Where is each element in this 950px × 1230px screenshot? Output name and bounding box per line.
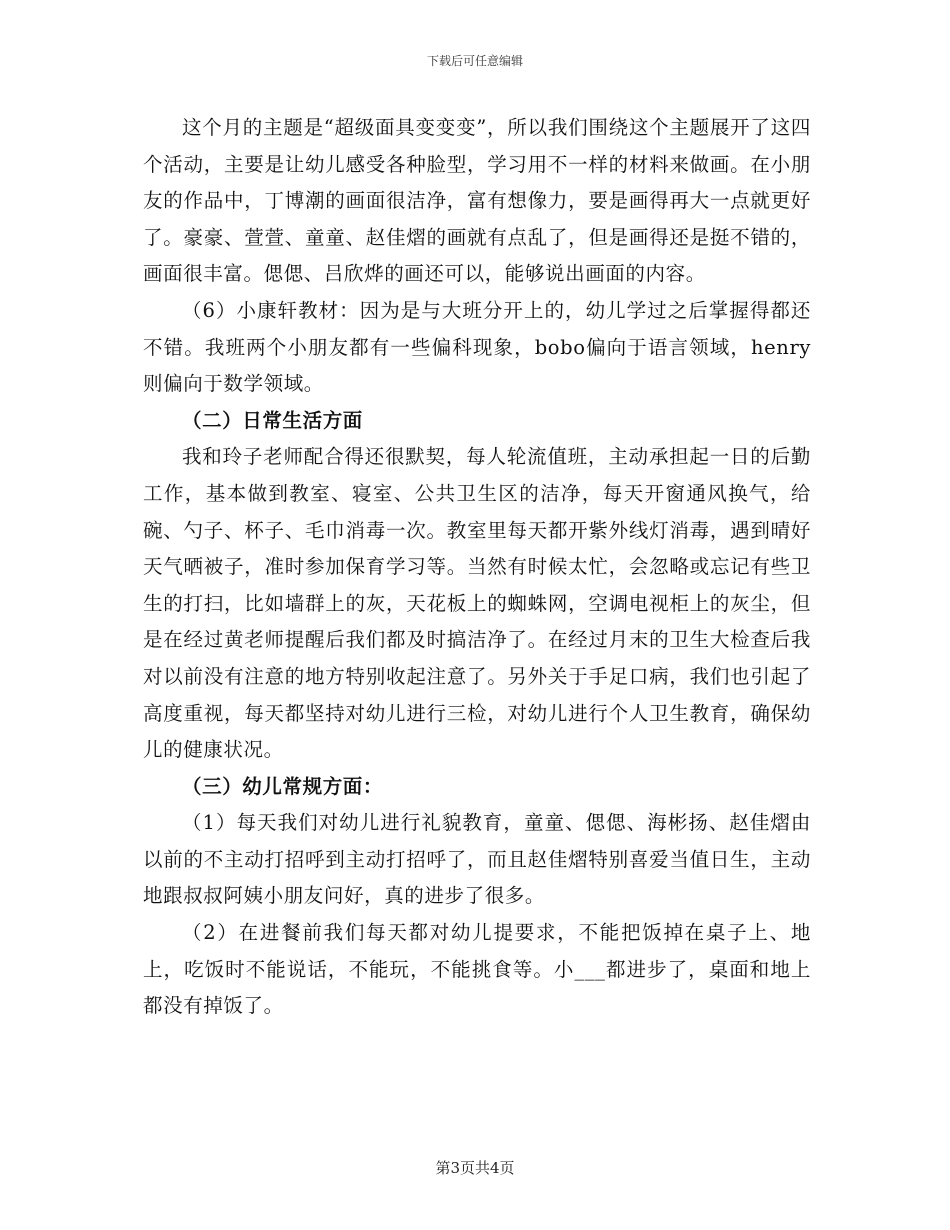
page-header: 下载后可任意编辑 bbox=[426, 54, 523, 68]
paragraph-routine-manners: （1）每天我们对幼儿进行礼貌教育，童童、偲偲、海彬扬、赵佳熠由以前的不主动打招呼到主动打招呼了，而且赵佳熠特别喜爱当值日生，主动地跟叔叔阿姨小朋友问好，真的进步了很多。 bbox=[143, 811, 811, 908]
paragraph-kangxuan-materials: （6）小康轩教材：因为是与大班分开上的，幼儿学过之后掌握得都还不错。我班两个小朋友都有一些偏科现象，bobo偏向于语言领域，henry则偏向于数学领域。 bbox=[143, 298, 811, 396]
page-footer: 第3页共4页 bbox=[435, 1159, 515, 1177]
paragraph-theme-summary: 这个月的主题是“超级面具变变变”，所以我们围绕这个主题展开了这四个活动，主要是让幼儿感受各种脸型，学习用不一样的材料来做画。在小朋友的作品中，丁博潮的画面很洁净，富有想像力，要是画得再大一点就更好了。豪豪、萱萱、童童、赵佳熠的画就有点乱了，但是画得还是挺不错的，画面很丰富。偲偲、吕欣烨的画还可以，能够说出画面的内容。 bbox=[143, 116, 811, 286]
paragraph-routine-meals: （2）在进餐前我们每天都对幼儿提要求，不能把饭掉在桌子上、地上，吃饭时不能说话，不能玩，不能挑食等。小___都进步了，桌面和地上都没有掉饭了。 bbox=[143, 921, 811, 1018]
paragraph-daily-life: 我和玲子老师配合得还很默契，每人轮流值班，主动承担起一日的后勤工作，基本做到教室、寝室、公共卫生区的洁净，每天开窗通风换气，给碗、勺子、杯子、毛巾消毒一次。教室里每天都开紫外线灯消毒，遇到晴好天气晒被子，准时参加保育学习等。当然有时候太忙，会忽略或忘记有些卫生的打扫，比如墙群上的灰，天花板上的蜘蛛网，空调电视柜上的灰尘，但是在经过黄老师提醒后我们都及时搞洁净了。在经过月末的卫生大检查后我对以前没有注意的地方特别收起注意了。另外关于手足口病，我们也引起了高度重视，每天都坚持对幼儿进行三检，对幼儿进行个人卫生教育，确保幼儿的健康状况。 bbox=[143, 445, 811, 762]
document-body bbox=[143, 110, 811, 1025]
section-heading-daily-life: （二）日常生活方面 bbox=[182, 408, 363, 432]
section-heading-routines: （三）幼儿常规方面： bbox=[182, 774, 384, 798]
